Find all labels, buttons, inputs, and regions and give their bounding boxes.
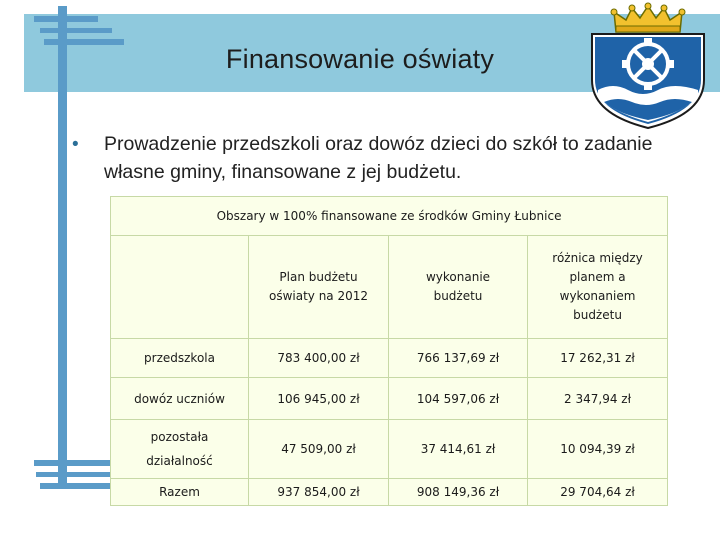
municipal-coat-of-arms-icon	[588, 2, 708, 132]
table-caption: Obszary w 100% finansowane ze środków Gminy Łubnice	[111, 197, 668, 236]
finance-table	[110, 196, 668, 506]
cell-roznica: 10 094,39 zł	[528, 420, 668, 479]
row-label: dowóz uczniów	[111, 378, 249, 420]
bullet-item	[72, 130, 672, 186]
finance-table-wrap	[110, 196, 667, 503]
bullet-dot: •	[72, 134, 79, 155]
table-total-row	[111, 479, 668, 506]
table-header-row	[111, 236, 668, 339]
deco-bar-3	[44, 39, 124, 45]
deco-bar-6	[40, 483, 110, 489]
header-roznica: różnica między planem a wykonaniem budżetu	[528, 236, 668, 339]
bullet-text: Prowadzenie przedszkoli oraz dowóz dzieci do szkół to zadanie własne gminy, finansowane z jej budżetu.	[104, 133, 653, 183]
deco-bar-4	[34, 460, 112, 466]
row-label: Razem	[111, 479, 249, 506]
table-caption-row	[111, 197, 668, 236]
header-empty	[111, 236, 249, 339]
cell-plan: 106 945,00 zł	[249, 378, 389, 420]
table-row	[111, 420, 668, 479]
deco-bar-5	[36, 472, 110, 477]
cell-plan: 783 400,00 zł	[249, 339, 389, 378]
cell-roznica: 17 262,31 zł	[528, 339, 668, 378]
cell-plan: 937 854,00 zł	[249, 479, 389, 506]
vertical-line	[58, 6, 67, 488]
header-plan: Plan budżetu oświaty na 2012	[249, 236, 389, 339]
row-label: przedszkola	[111, 339, 249, 378]
row-label-line2: działalność	[146, 454, 213, 468]
cell-roznica: 29 704,64 zł	[528, 479, 668, 506]
table-row	[111, 378, 668, 420]
header-wykonanie: wykonanie budżetu	[389, 236, 528, 339]
cell-roznica: 2 347,94 zł	[528, 378, 668, 420]
cell-wykonanie: 908 149,36 zł	[389, 479, 528, 506]
table-row	[111, 339, 668, 378]
cell-wykonanie: 37 414,61 zł	[389, 420, 528, 479]
cell-plan: 47 509,00 zł	[249, 420, 389, 479]
deco-bar-1	[34, 16, 98, 22]
row-label-line1: pozostała	[150, 430, 209, 444]
deco-bar-2	[40, 28, 112, 33]
cell-wykonanie: 766 137,69 zł	[389, 339, 528, 378]
cell-wykonanie: 104 597,06 zł	[389, 378, 528, 420]
row-label	[111, 420, 249, 479]
slide-title: Finansowanie oświaty	[225, 44, 495, 74]
